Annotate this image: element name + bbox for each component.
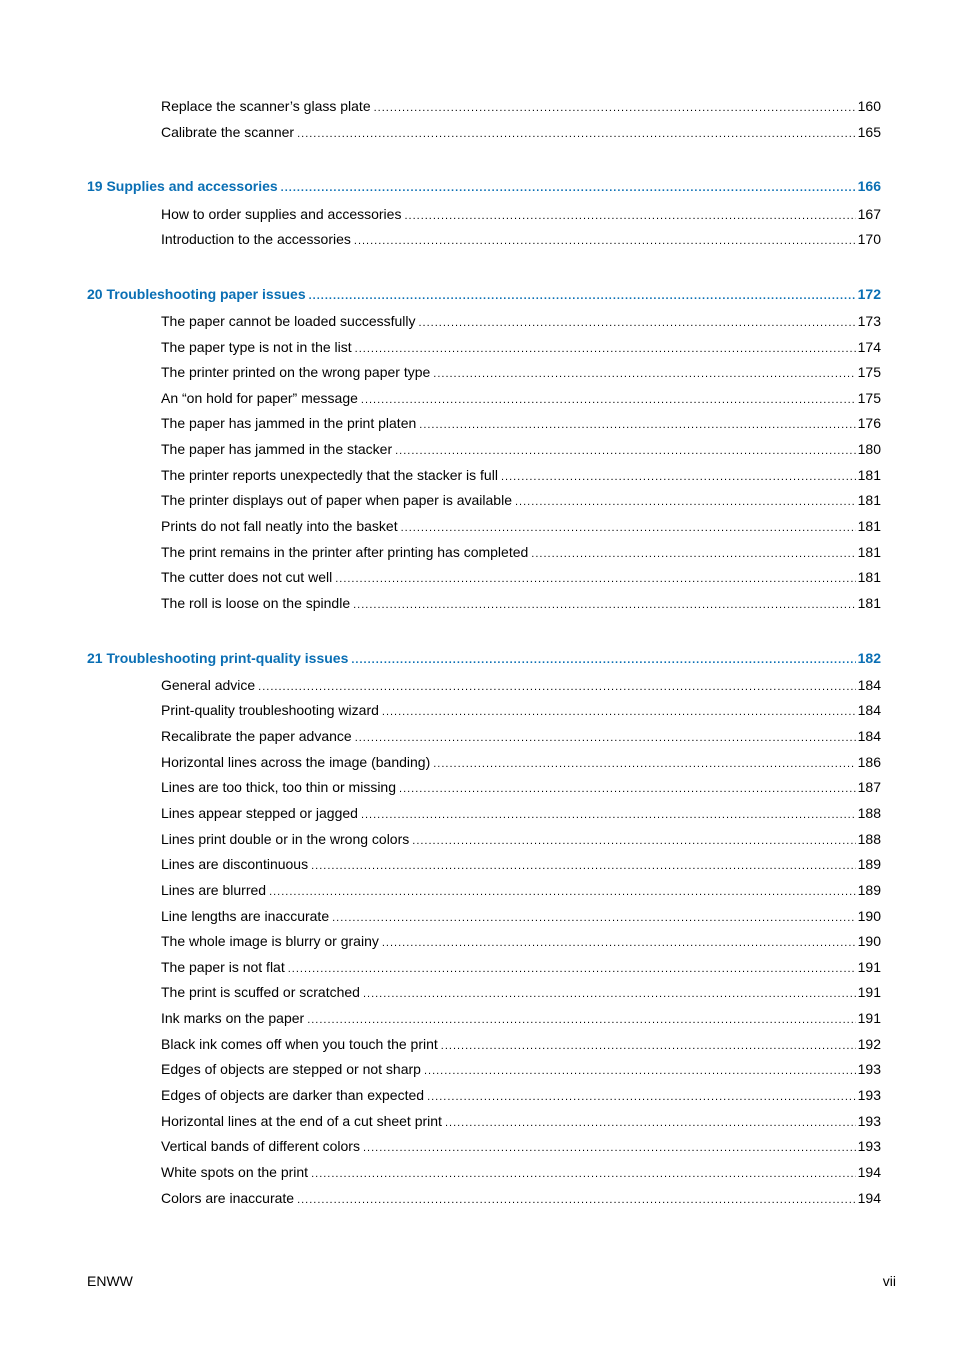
toc-entry-title: The cutter does not cut well: [161, 569, 333, 585]
dot-leader: [297, 1191, 856, 1209]
toc-entry-title: Edges of objects are stepped or not sharp: [161, 1061, 421, 1077]
dot-leader: [355, 729, 856, 747]
dot-leader: [311, 857, 856, 875]
toc-page-number: 191: [857, 959, 881, 975]
dot-leader: [361, 391, 856, 409]
dot-leader: [335, 570, 855, 588]
toc-entry[interactable]: [161, 676, 881, 696]
toc-entry[interactable]: [161, 205, 881, 225]
toc-entry-title: Black ink comes off when you touch the print: [161, 1036, 438, 1052]
dot-leader: [363, 1139, 856, 1157]
toc-entry-title: Calibrate the scanner: [161, 124, 295, 140]
toc-page-number: 166: [857, 178, 881, 194]
toc-entry-title: The whole image is blurry or grainy: [161, 933, 379, 949]
toc-page-number: 190: [857, 933, 881, 949]
toc-entry[interactable]: [161, 958, 881, 978]
toc-page-number: 190: [857, 908, 881, 924]
dot-leader: [361, 806, 856, 824]
dot-leader: [382, 934, 856, 952]
dot-leader: [404, 207, 855, 225]
toc-entry-title: The print remains in the printer after printing has completed: [161, 544, 529, 560]
footer-page-number: vii: [882, 1273, 896, 1289]
dot-leader: [419, 416, 855, 434]
dot-leader: [399, 780, 856, 798]
toc-entry-title: Colors are inaccurate: [161, 1190, 295, 1206]
toc-chapter-21[interactable]: [87, 649, 881, 669]
dot-leader: [309, 287, 856, 305]
toc-page-number: 173: [857, 313, 881, 329]
toc-page-number: 181: [857, 544, 881, 560]
toc-entry[interactable]: [161, 389, 881, 409]
toc-entry-title: The paper cannot be loaded successfully: [161, 313, 416, 329]
toc-entry-title: General advice: [161, 677, 256, 693]
dot-leader: [433, 755, 855, 773]
toc-page-number: 186: [857, 754, 881, 770]
toc-chapter-20[interactable]: [87, 285, 881, 305]
toc-entry-title: Horizontal lines across the image (banding): [161, 754, 431, 770]
toc-entry[interactable]: [161, 363, 881, 383]
dot-leader: [258, 678, 855, 696]
toc-chapter-title: 20 Troubleshooting paper issues: [87, 286, 306, 302]
dot-leader: [297, 125, 856, 143]
toc-entry-title: The printer displays out of paper when paper is available: [161, 492, 512, 508]
toc-entry-title: The paper is not flat: [161, 959, 285, 975]
toc-entry-title: Introduction to the accessories: [161, 231, 351, 247]
dot-leader: [501, 468, 856, 486]
dot-leader: [441, 1037, 856, 1055]
toc-entry-title: An “on hold for paper” message: [161, 390, 358, 406]
toc-entry-title: Recalibrate the paper advance: [161, 728, 352, 744]
dot-leader: [515, 493, 856, 511]
toc-page-number: 187: [857, 779, 881, 795]
toc-entry[interactable]: [161, 1137, 881, 1157]
toc-entry-title: Line lengths are inaccurate: [161, 908, 330, 924]
toc-entry[interactable]: [161, 97, 881, 117]
toc-page-number: 175: [857, 364, 881, 380]
toc-page-number: 193: [857, 1113, 881, 1129]
dot-leader: [288, 960, 856, 978]
dot-leader: [433, 365, 855, 383]
toc-entry-title: White spots on the print: [161, 1164, 309, 1180]
toc-page-number: 194: [857, 1164, 881, 1180]
toc-entry-title: How to order supplies and accessories: [161, 206, 402, 222]
toc-page-number: 184: [857, 702, 881, 718]
toc-entry[interactable]: [161, 1163, 881, 1183]
footer-doc-code: ENWW: [87, 1273, 133, 1289]
dot-leader: [363, 985, 856, 1003]
toc-entry[interactable]: [161, 855, 881, 875]
dot-leader: [427, 1088, 856, 1106]
toc-entry[interactable]: [161, 907, 881, 927]
dot-leader: [311, 1165, 856, 1183]
toc-page-number: 172: [857, 286, 881, 302]
dot-leader: [269, 883, 856, 901]
toc-entry-title: Lines are blurred: [161, 882, 267, 898]
toc-page-number: 167: [857, 206, 881, 222]
toc-entry[interactable]: [161, 932, 881, 952]
dot-leader: [281, 179, 856, 197]
toc-entry[interactable]: [161, 491, 881, 511]
dot-leader: [424, 1062, 856, 1080]
toc-page-number: 191: [857, 984, 881, 1000]
toc-page-number: 181: [857, 569, 881, 585]
toc-entry[interactable]: [161, 414, 881, 434]
toc-entry-title: Edges of objects are darker than expected: [161, 1087, 425, 1103]
toc-entry[interactable]: [161, 830, 881, 850]
toc-entry-title: The paper type is not in the list: [161, 339, 352, 355]
toc-page-number: 193: [857, 1061, 881, 1077]
toc-entry[interactable]: [161, 440, 881, 460]
toc-entry-title: Print-quality troubleshooting wizard: [161, 702, 379, 718]
toc-entry[interactable]: [161, 881, 881, 901]
toc-entry-title: Lines are discontinuous: [161, 856, 309, 872]
toc-entry[interactable]: [161, 983, 881, 1003]
dot-leader: [355, 340, 856, 358]
toc-entry-title: Prints do not fall neatly into the basket: [161, 518, 398, 534]
toc-page-number: 165: [857, 124, 881, 140]
toc-entry-title: The printer reports unexpectedly that the stacker is full: [161, 467, 498, 483]
toc-entry[interactable]: [161, 568, 881, 588]
toc-entry-title: Horizontal lines at the end of a cut sheet print: [161, 1113, 442, 1129]
toc-page-number: 160: [857, 98, 881, 114]
toc-entry[interactable]: [161, 230, 881, 250]
toc-entry[interactable]: [161, 727, 881, 747]
toc-entry[interactable]: [161, 517, 881, 537]
toc-page-number: 170: [857, 231, 881, 247]
toc-page-number: 191: [857, 1010, 881, 1026]
toc-entry-title: Lines appear stepped or jagged: [161, 805, 358, 821]
toc-entry[interactable]: [161, 466, 881, 486]
dot-leader: [401, 519, 856, 537]
toc-page-number: 180: [857, 441, 881, 457]
toc-entry[interactable]: [161, 543, 881, 563]
toc-page-number: 188: [857, 831, 881, 847]
toc-entry-title: The printer printed on the wrong paper type: [161, 364, 431, 380]
toc-chapter-19[interactable]: [87, 177, 881, 197]
toc-entry-title: Ink marks on the paper: [161, 1010, 305, 1026]
dot-leader: [531, 545, 855, 563]
toc-entry-title: Replace the scanner’s glass plate: [161, 98, 371, 114]
toc-page-number: 192: [857, 1036, 881, 1052]
dot-leader: [353, 596, 856, 614]
toc-page-number: 174: [857, 339, 881, 355]
toc-entry[interactable]: [161, 1086, 881, 1106]
dot-leader: [395, 442, 856, 460]
toc-entry-title: Lines are too thick, too thin or missing: [161, 779, 397, 795]
toc-chapter-title: 21 Troubleshooting print-quality issues: [87, 650, 349, 666]
toc-entry[interactable]: [161, 123, 881, 143]
toc-page-number: 181: [857, 467, 881, 483]
dot-leader: [382, 703, 856, 721]
toc-chapter-title: 19 Supplies and accessories: [87, 178, 278, 194]
dot-leader: [419, 314, 856, 332]
toc-page-number: 188: [857, 805, 881, 821]
toc-page-number: 176: [857, 415, 881, 431]
dot-leader: [374, 99, 856, 117]
toc-entry[interactable]: [161, 1035, 881, 1055]
toc-entry-title: The print is scuffed or scratched: [161, 984, 360, 1000]
toc-page-number: 181: [857, 492, 881, 508]
toc-entry[interactable]: [161, 1112, 881, 1132]
toc-page-number: 181: [857, 518, 881, 534]
toc-entry[interactable]: [161, 1189, 881, 1209]
toc-page-number: 181: [857, 595, 881, 611]
toc-page-number: 189: [857, 882, 881, 898]
dot-leader: [332, 909, 856, 927]
dot-leader: [445, 1114, 856, 1132]
toc-page-number: 193: [857, 1087, 881, 1103]
toc-page-number: 189: [857, 856, 881, 872]
dot-leader: [307, 1011, 855, 1029]
toc-entry[interactable]: [161, 701, 881, 721]
toc-entry[interactable]: [161, 804, 881, 824]
toc-entry[interactable]: [161, 338, 881, 358]
toc-entry[interactable]: [161, 1060, 881, 1080]
dot-leader: [351, 651, 855, 669]
toc-page-number: 184: [857, 728, 881, 744]
dot-leader: [354, 232, 856, 250]
toc-entry[interactable]: [161, 312, 881, 332]
toc-entry[interactable]: [161, 1009, 881, 1029]
dot-leader: [412, 832, 855, 850]
toc-page-number: 182: [857, 650, 881, 666]
toc-entry[interactable]: [161, 753, 881, 773]
toc-entry-title: The paper has jammed in the print platen: [161, 415, 417, 431]
toc-page-number: 194: [857, 1190, 881, 1206]
toc-page-number: 193: [857, 1138, 881, 1154]
toc-entry[interactable]: [161, 778, 881, 798]
toc-entry-title: Lines print double or in the wrong colors: [161, 831, 410, 847]
toc-entry-title: Vertical bands of different colors: [161, 1138, 360, 1154]
toc-page-number: 175: [857, 390, 881, 406]
toc-entry[interactable]: [161, 594, 881, 614]
toc-page-number: 184: [857, 677, 881, 693]
toc-entry-title: The paper has jammed in the stacker: [161, 441, 393, 457]
toc-entry-title: The roll is loose on the spindle: [161, 595, 351, 611]
